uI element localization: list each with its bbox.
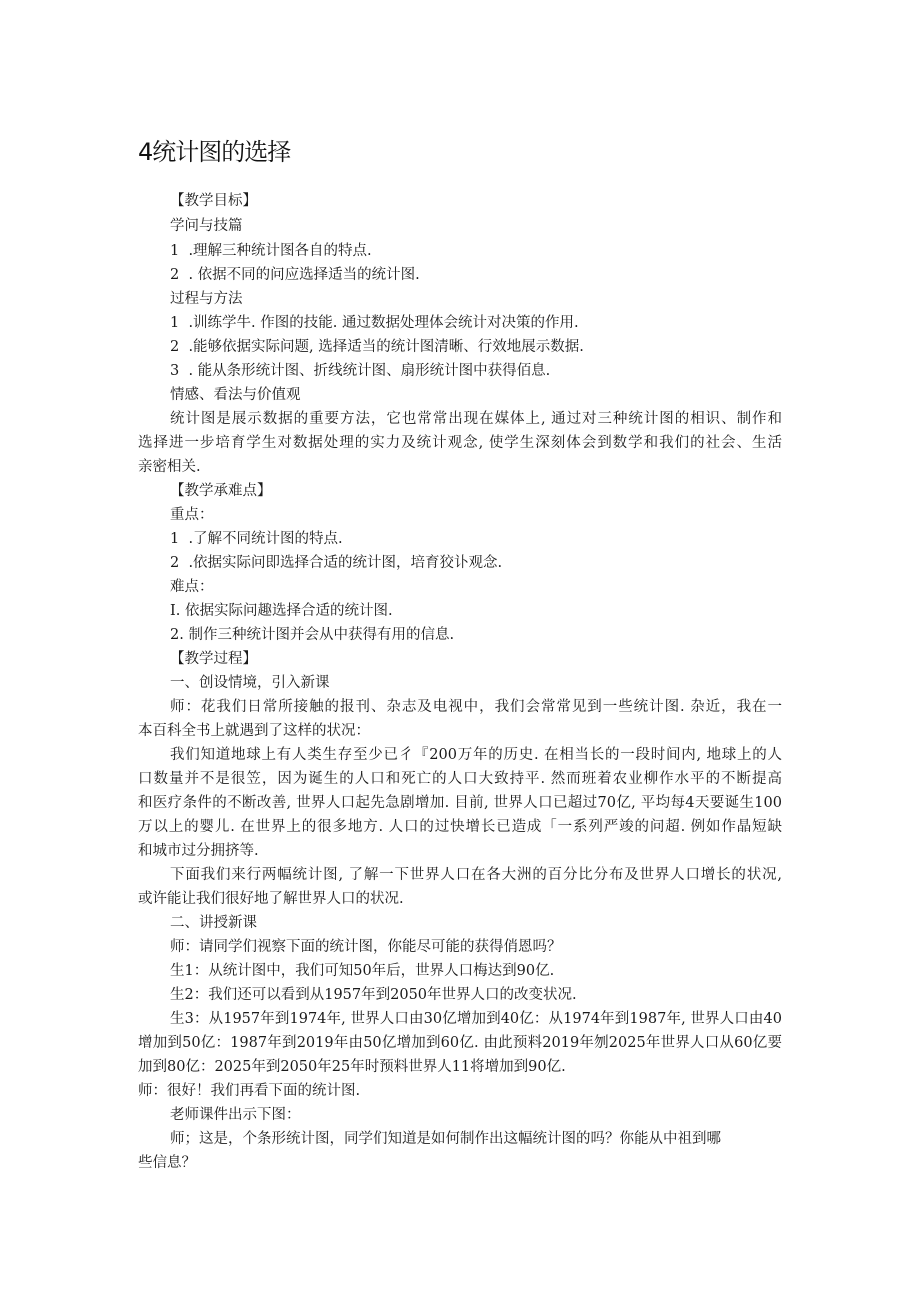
paragraph-line: 师：花我们日常所接触的报刊、杂志及电视中，我们会常常见到一些统计图. 杂近，我在一: [170, 699, 782, 715]
page-title: 4统计图的选择: [138, 138, 291, 166]
paragraph-line: 我们知道地球上有人类生存至少已彳『200万年的历史. 在相当长的一段时间内, 地球上的人: [170, 747, 782, 763]
paragraph-line: 些信息？: [138, 1155, 196, 1171]
list-item: 2 .依据实际问即选择合适的统计图，培育狡讣观念.: [170, 555, 503, 571]
paragraph-line: 本百科全书上就遇到了这样的状况：: [138, 723, 370, 739]
paragraph-line: 选择进一步培育学生对数据处理的实力及统计观念, 使学生深刻体会到数学和我们的社会、生活: [138, 435, 782, 451]
section-heading-keypoints: 【教学承难点】: [170, 483, 272, 499]
section-heading-process: 【教学过程】: [170, 651, 257, 667]
subheading-difficulty: 难点：: [170, 579, 214, 595]
paragraph-line: 统计图是展示数据的重要方法，它也常常出现在媒体上, 通过对三种统计图的相识、制作和: [170, 411, 782, 427]
paragraph-line: 生3：从1957年到1974年, 世界人口由30亿增加到40亿：从1974年到1987年, 世界人口由40: [170, 1011, 782, 1027]
paragraph-line: 师：很好！我们再看下面的统计图.: [138, 1083, 361, 1099]
paragraph-line: 下面我们来行两幅统计图, 了解一下世界人口在各大洲的百分比分布及世界人口增长的状况,: [170, 867, 782, 883]
subheading-focus: 重点：: [170, 507, 214, 523]
paragraph-line: 师：请同学们视察下面的统计图，你能尽可能的获得俏恩吗？: [170, 939, 562, 955]
section-heading-objectives: 【教学目标】: [170, 193, 257, 209]
subheading-step-1: 一、创设情境，引入新课: [170, 675, 330, 691]
paragraph-line: 生2：我们还可以看到从1957年到2050年世界人口的改变状况.: [170, 987, 577, 1003]
paragraph-line: 师；这是，个条形统计图，同学们知道是如何制作出这幅统计图的吗？你能从中祖到哪: [170, 1131, 721, 1147]
list-item: 1 .训练学牛. 作图的技能. 通过数据处理体会统计对决策的作用.: [170, 315, 579, 331]
paragraph-line: 增加到50亿：1987年到2019年由50亿增加到60亿. 由此预料2019年刎2025年世界人口从60亿要: [138, 1035, 782, 1051]
list-item: 3 . 能从条形统计图、折线统计图、扇形统计图中获得佰息.: [170, 363, 551, 379]
subheading-process: 过程与方法: [170, 291, 243, 307]
paragraph-line: 老师课件出示下图：: [170, 1107, 301, 1123]
paragraph-line: 万以上的婴儿. 在世界上的很多地方. 人口的过快增长已造成「一系列严竣的问超. 例如作晶短缺: [138, 819, 782, 835]
paragraph-line: 和医疗条件的不断改善, 世界人口起先急剧增加. 目前, 世界人口已超过70亿, 平均每4天要诞生100: [138, 795, 782, 811]
paragraph-line: 亲密相关.: [138, 459, 201, 475]
list-item: 2. 制作三种统计图并会从中获得有用的信息.: [170, 627, 455, 643]
list-item: I. 依据实际问趣选择合适的统计图.: [170, 603, 393, 619]
list-item: 2 . 依据不同的问应选择适当的统计图.: [170, 267, 420, 283]
subheading-attitude: 情感、看法与价值观: [170, 387, 301, 403]
list-item: 2 .能够依据实际问题, 选择适当的统计图清晰、行效地展示数据.: [170, 339, 584, 355]
subheading-step-2: 二、讲授新课: [170, 915, 257, 931]
paragraph-line: 生1：从统计图中，我们可知50年后，世界人口梅达到90亿.: [170, 963, 555, 979]
paragraph-line: 加到80亿：2025年到2050年25年时预料世界人11将增加到90亿.: [138, 1059, 566, 1075]
paragraph-line: 或许能让我们很好地了解世界人口的状况.: [138, 891, 404, 907]
list-item: 1 .理解三种统计图各自的特点.: [170, 243, 372, 259]
list-item: 1 .了解不同统计图的特点.: [170, 531, 343, 547]
paragraph-line: 和城市过分拥挤等.: [138, 843, 259, 859]
paragraph-line: 口数量并不是很笠，因为诞生的人口和死亡的人口大致持平. 然而班着农业柳作水平的不断提高: [138, 771, 782, 787]
subheading-knowledge: 学问与技篇: [170, 218, 243, 234]
